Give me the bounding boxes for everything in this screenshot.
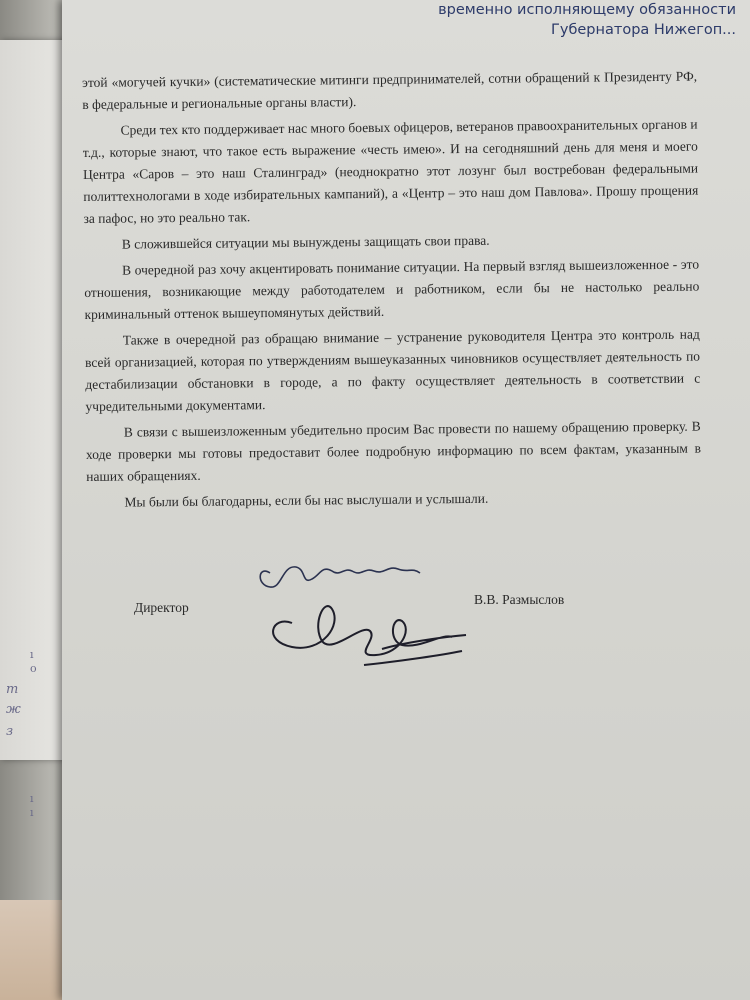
paragraph-7: Мы были бы благодарны, если бы нас выслушали и услышали. [124, 490, 489, 510]
paragraph-6: В связи с вышеизложенным убедительно просим Вас провести по нашему обращению проверку. В ходе проверки мы готовы предоставит более подробную информацию по всем фактам, указанным в наших обращениях. [85, 418, 702, 484]
margin-handwriting: ı o т ж з ı ı [6, 648, 37, 819]
addressee-line-2: Губернатора Нижегоп... [551, 22, 736, 38]
signatory-title: Директор [134, 600, 189, 615]
signatory-name: В.В. Размыслов [474, 592, 565, 607]
paragraph-4: В очередной раз хочу акцентировать понимание ситуации. На первый взгляд вышеизложенное - это отношения, возникающие между работодателем и работником, если бы не настолько реально криминальный оттенок вышеупомянутых действий. [84, 256, 700, 322]
addressee-header [438, 0, 736, 40]
paragraph-1: этой «могучей кучки» (систематические митинги предпринимателей, сотни обращений к Президенту РФ, в федеральные и региональные органы власти). [82, 68, 698, 112]
paragraph-2: Среди тех кто поддерживает нас много боевых офицеров, ветеранов правоохранительных органов и т.д., которые знают, что такое есть выражение «честь имею». И на сегодняшний день для меня и моего Центра «Саров – это наш Сталинград» (неоднократно этот лозунг был востребован федеральными политтехнологами в ходе избирательных кампаний), а «Центр – это наш дом Павлова». Прошу прощения за пафос, но это реально так. [82, 116, 699, 226]
paragraph-3: В сложившейся ситуации мы вынуждены защищать свои права. [121, 232, 490, 252]
signature-row [134, 592, 654, 620]
document-page [62, 0, 750, 1000]
paragraph-5: Также в очередной раз обращаю внимание – устранение руководителя Центра это контроль над всей организацией, которая по утверждениям вышеуказанных чиновников осуществляет деятельность по дестабилизации обстановки в городе, а по факту осуществляет деятельность в соответствии с учредительными документами. [84, 326, 701, 414]
addressee-line-1: временно исполняющему обязанности [438, 2, 736, 18]
letter-body [82, 66, 702, 518]
